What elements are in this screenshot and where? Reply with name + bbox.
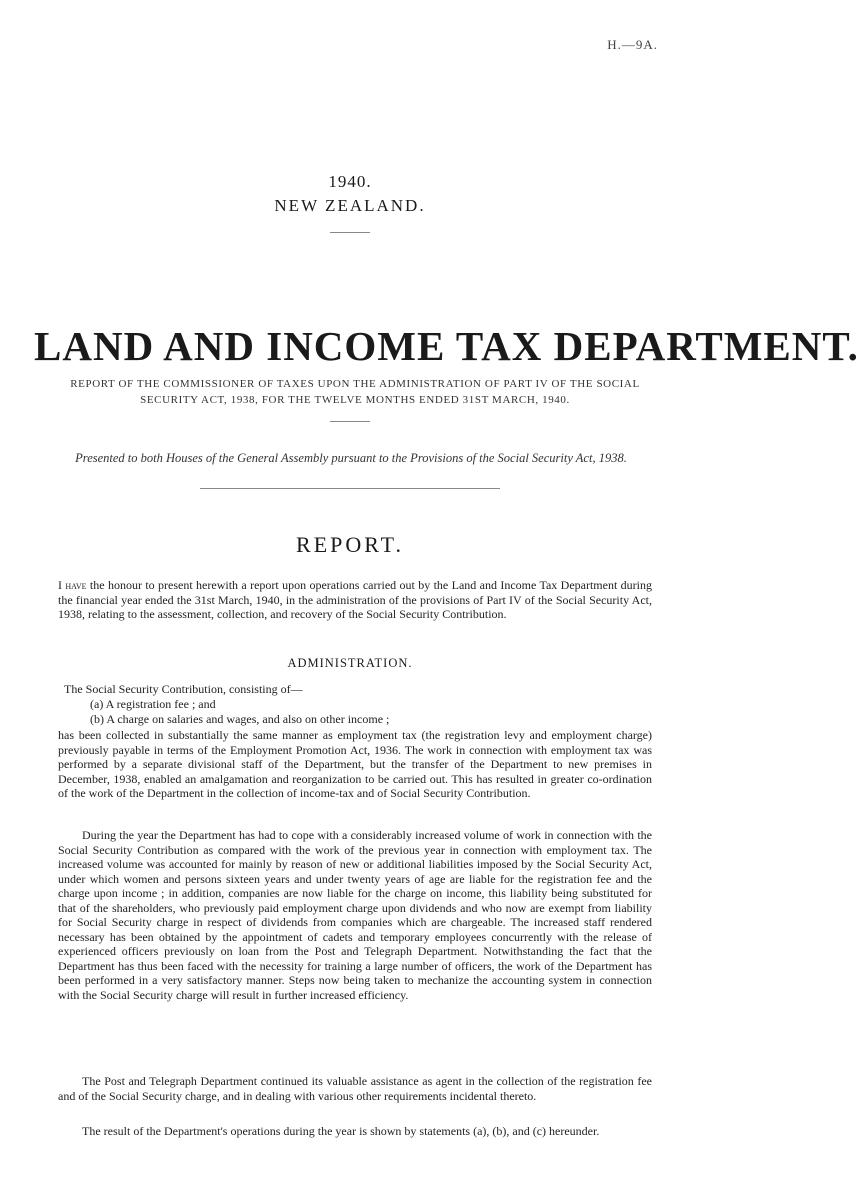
list-item-b: (b) A charge on salaries and wages, and also on other income ; — [90, 712, 390, 726]
divider — [330, 421, 370, 422]
paragraph-result: The result of the Department's operations during the year is shown by statements (a), (b), and (c) hereunder. — [82, 1124, 600, 1138]
section-heading: ADMINISTRATION. — [287, 656, 413, 670]
intro-text: the honour to present herewith a report upon operations carried out by the Land and Income Tax Department during the financial year ended the 31st March, 1940, in the administration of the provisions of Part IV of the Social Security Act, 1938, relating to the assessment, collection, and recovery of the Social Security Contribution. — [58, 578, 652, 621]
page-code: H.—9A. — [607, 37, 658, 52]
paragraph-post-telegraph: The Post and Telegraph Department continued its valuable assistance as agent in the collection of the registration fee and of the Social Security charge, and in dealing with various other requirements incidental thereto. — [58, 1074, 652, 1103]
presented-line: Presented to both Houses of the General Assembly pursuant to the Provisions of the Social Security Act, 1938. — [75, 451, 627, 465]
contribution-lead: The Social Security Contribution, consisting of— — [64, 682, 303, 696]
intro-lead: I have — [58, 578, 87, 592]
country-name: NEW ZEALAND. — [274, 196, 426, 215]
paragraph-during: During the year the Department has had to cope with a considerably increased volume of work in connection with the Social Security Contribution as compared with the work of the previous year in connection with employment tax. The increased volume was accounted for mainly by reason of new or additional liabilities imposed by the Social Security Act, under which women and persons sixteen years and under twenty years of age are liable for the registration fee and the charge upon income ; in addition, companies are now liable for the charge on income, this liability being substituted for that of the shareholders, who previously paid employment charge upon dividends and who now are exempt from liability for Social Security charge in respect of dividends from companies which are chargeable. The increased staff rendered necessary has been obtained by the appointment of cadets and temporary employees concurrently with the release of experienced officers previously on loan from the Post and Telegraph Department. Notwithstanding the fact that the Department has thus been faced with the necessity for training a large number of officers, the work of the Department has been performed in a very satisfactory manner. Steps now being taken to mechanize the accounting system in connection with the Social Security charge will result in further increased efficiency. — [58, 828, 652, 1002]
paragraph-collected: has been collected in substantially the same manner as employment tax (the registration levy and employment charge) previously payable in terms of the Employment Promotion Act, 1936. The work in connection with employment tax was performed by a separate divisional staff of the Department, but the transfer of the Department to new premises in December, 1938, enabled an amalgamation and reorganization to be carried out. This has resulted in greater co-ordination of the work of the Department in the collection of income-tax and of Social Security Contribution. — [58, 728, 652, 800]
report-subtitle: REPORT OF THE COMMISSIONER OF TAXES UPON THE ADMINISTRATION OF PART IV OF THE SOCIAL SECURITY ACT, 1938, FOR THE TWELVE MONTHS ENDED 31ST MARCH, 1940. — [70, 378, 640, 406]
divider — [200, 488, 500, 489]
divider — [330, 232, 370, 233]
document-year: 1940. — [328, 172, 372, 191]
intro-paragraph — [58, 578, 652, 622]
list-item-a: (a) A registration fee ; and — [90, 697, 216, 711]
department-title: LAND AND INCOME TAX DEPARTMENT. — [34, 323, 859, 369]
report-heading: REPORT. — [296, 532, 404, 557]
